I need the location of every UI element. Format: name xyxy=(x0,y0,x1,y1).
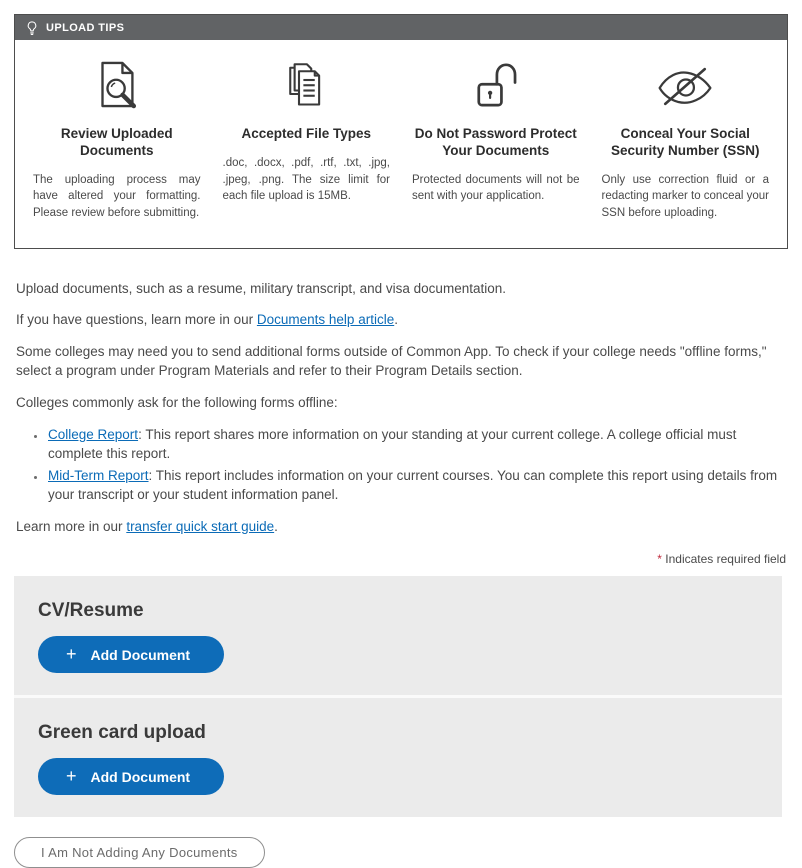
list-item-college-report xyxy=(46,425,788,464)
paragraph-common-forms xyxy=(16,393,788,413)
tip-title: Review Uploaded Documents xyxy=(60,126,173,158)
required-note-text: Indicates required field xyxy=(661,552,786,567)
mid-term-report-text: : This report includes information on your current courses. You can complete this report using details from your transcript or your student information panel. xyxy=(48,467,778,503)
section-green-card-upload xyxy=(14,695,782,817)
offline-forms-text: Some colleges may need you to send additional forms outside of Common App. To check if your college needs "offline forms," select a program under Program Materials and refer to their Program Details section. xyxy=(16,343,767,379)
eye-slash-icon xyxy=(654,56,716,118)
stacked-files-icon xyxy=(278,56,334,118)
lightbulb-icon xyxy=(25,20,39,36)
tip-no-password-protect xyxy=(412,56,580,222)
required-field-note xyxy=(14,552,786,566)
add-document-label: Add Document xyxy=(90,768,191,785)
footer-row xyxy=(14,837,788,868)
paragraph-offline-forms xyxy=(16,342,788,381)
add-document-label: Add Document xyxy=(90,646,191,663)
tip-accepted-file-types xyxy=(223,56,391,222)
plus-icon: + xyxy=(66,765,77,786)
section-cv-resume xyxy=(14,576,782,695)
paragraph-questions xyxy=(16,310,788,330)
tip-conceal-ssn xyxy=(602,56,770,222)
document-magnifier-icon xyxy=(88,56,146,118)
tip-body: The uploading process may have altered your formatting. Please review before submitting. xyxy=(33,173,201,220)
tip-body: Protected documents will not be sent with your application. xyxy=(412,173,580,203)
tip-body: .doc, .docx, .pdf, .rtf, .txt, .jpg, .jpeg, .png. The size limit for each file upload is 15MB. xyxy=(222,156,390,203)
intro-copy xyxy=(14,259,788,537)
questions-text-suffix: . xyxy=(394,312,398,328)
upload-intro-text: Upload documents, such as a resume, military transcript, and visa documentation. xyxy=(16,280,506,296)
upload-tips-header xyxy=(15,15,787,40)
learn-more-text-suffix: . xyxy=(274,518,278,534)
documents-help-article-link[interactable]: Documents help article xyxy=(256,312,395,328)
mid-term-report-link[interactable]: Mid-Term Report xyxy=(48,467,149,483)
add-document-button-cv-resume[interactable] xyxy=(38,636,224,673)
offline-forms-list xyxy=(46,425,788,505)
tip-review-uploaded-documents xyxy=(33,56,201,222)
not-adding-documents-button[interactable]: I Am Not Adding Any Documents xyxy=(14,837,265,868)
upload-tips-title: UPLOAD TIPS xyxy=(46,21,125,34)
paragraph-upload-intro xyxy=(16,279,788,299)
transfer-quick-start-guide-link[interactable]: transfer quick start guide xyxy=(126,518,275,534)
upload-sections xyxy=(14,576,782,817)
open-padlock-icon xyxy=(467,56,525,118)
learn-more-text: Learn more in our xyxy=(16,518,127,534)
tip-title: Accepted File Types xyxy=(241,126,372,141)
required-asterisk: * xyxy=(657,552,662,567)
tip-title: Do Not Password Protect Your Documents xyxy=(414,126,577,158)
plus-icon: + xyxy=(66,643,77,664)
college-report-link[interactable]: College Report xyxy=(48,426,139,442)
tip-title: Conceal Your Social Security Number (SSN) xyxy=(610,126,760,158)
add-document-button-green-card[interactable] xyxy=(38,758,224,795)
list-item-mid-term-report xyxy=(46,466,788,505)
paragraph-learn-more xyxy=(16,517,788,537)
college-report-text: : This report shares more information on your standing at your current college. A college official must complete this report. xyxy=(48,426,737,462)
section-title-cv-resume: CV/Resume xyxy=(38,600,144,622)
tip-body: Only use correction fluid or a redacting marker to conceal your SSN before uploading. xyxy=(601,173,769,220)
upload-tips-panel xyxy=(14,14,788,249)
common-forms-text: Colleges commonly ask for the following forms offline: xyxy=(16,395,338,411)
upload-tips-body xyxy=(15,40,787,248)
section-title-green-card: Green card upload xyxy=(38,722,206,744)
questions-text: If you have questions, learn more in our xyxy=(16,312,257,328)
